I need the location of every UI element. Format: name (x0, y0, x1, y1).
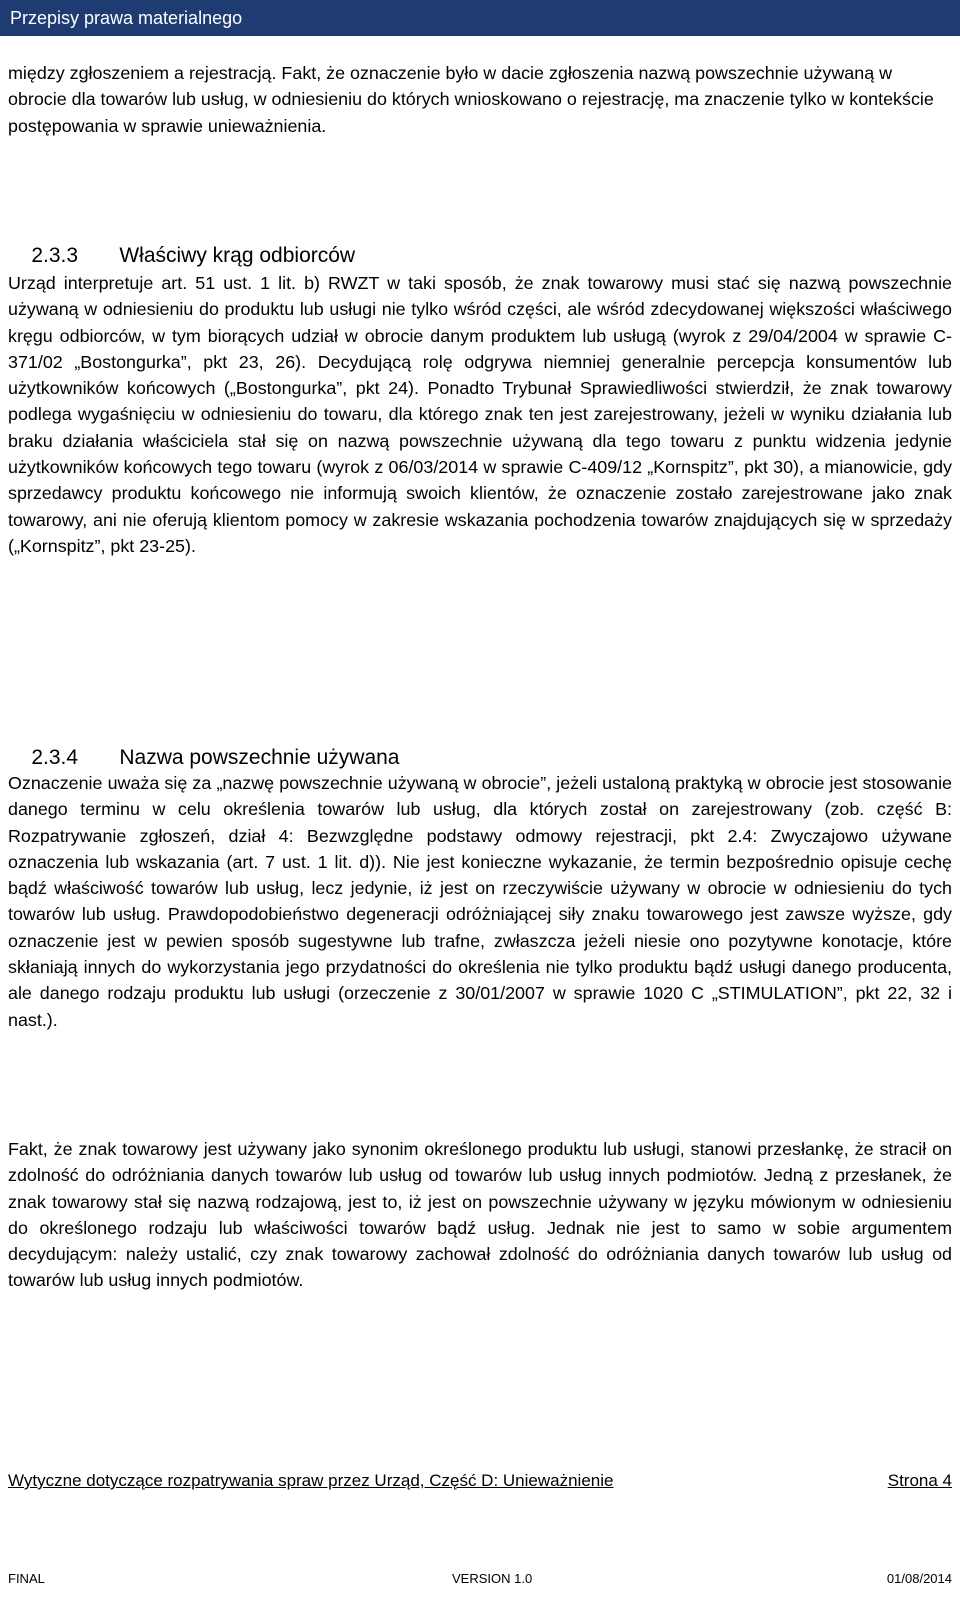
page-footer (8, 1470, 952, 1492)
footer-document-title: Wytyczne dotyczące rozpatrywania spraw przez Urząd, Część D: Unieważnienie (8, 1471, 614, 1490)
section-title: Właściwy krąg odbiorców (119, 244, 356, 267)
top-header-bar (0, 0, 960, 36)
paragraph-continuation (8, 60, 952, 139)
section-number: 2.3.4 (31, 746, 79, 769)
paragraph-common-name (8, 770, 952, 1033)
section-title: Nazwa powszechnie używana (119, 746, 400, 769)
version-info-row (8, 1570, 952, 1588)
paragraph-text: Urząd interpretuje art. 51 ust. 1 lit. b) RWZT w taki sposób, że znak towarowy musi stać się nazwą powszechnie używaną w odniesieniu do produktu lub usługi nie tylko wśród części, ale wśród zdecydowanej większości właściwego kręgu odbiorców, w tym biorących udział w obrocie danym produktem lub usługą (wyrok z 29/04/2004 w sprawie C-371/02 „Bostongurka”, pkt 23, 26). Decydującą rolę odgrywa niemniej generalnie percepcja konsumentów lub użytkowników końcowych („Bostongurka”, pkt 24). Ponadto Trybunał Sprawiedliwości stwierdził, że znak towarowy podlega wygaśnięciu w odniesieniu do towaru, dla którego znak ten jest zarejestrowany, jeżeli w wyniku działania lub braku działania właściciela stał się on nazwą powszechnie używaną dla tego towaru z punktu widzenia jedynie użytkowników końcowych tego towaru (wyrok z 06/03/2014 w sprawie C-409/12 „Kornspitz”, pkt 30), a mianowicie, gdy sprzedawcy produktu końcowego nie informują swoich klientów, że oznaczenie zostało zarejestrowane jako znak towarowy, ani nie oferują klientom pomocy w zakresie wskazania pochodzenia towarów znajdujących się w sprzedaży („Kornspitz”, pkt 23-25). (8, 273, 952, 556)
header-title: Przepisy prawa materialnego (10, 8, 243, 28)
paragraph-text: Fakt, że znak towarowy jest używany jako synonim określonego produktu lub usługi, stanowi przesłankę, że stracił on zdolność do odróżniania danych towarów lub usług od towarów lub usług innych podmiotów. Jedną z przesłanek, że znak towarowy stał się nazwą rodzajową, jest to, iż jest on powszechnie używany w języku mówionym w odniesieniu do określonego rodzaju lub właściwości towarów bądź usług. Jednak nie jest to samo w sobie argumentem decydującym: należy ustalić, czy znak towarowy zachował zdolność do odróżniania danych towarów lub usług od towarów lub usług innych podmiotów. (8, 1139, 952, 1291)
paragraph-text: między zgłoszeniem a rejestracją. Fakt, że oznaczenie było w dacie zgłoszenia nazwą powszechnie używaną w obrocie dla towarów lub usług, w odniesieniu do których wnioskowano o rejestrację, ma znaczenie tylko w kontekście postępowania w sprawie unieważnienia. (8, 63, 934, 136)
paragraph-synonym (8, 1136, 952, 1294)
paragraph-interpretation (8, 270, 952, 559)
date-label: 01/08/2014 (886, 1571, 952, 1586)
footer-page-number: Strona 4 (887, 1471, 952, 1490)
paragraph-text: Oznaczenie uważa się za „nazwę powszechnie używaną w obrocie”, jeżeli ustaloną praktyką w obrocie jest stosowanie danego terminu w celu określenia towarów lub usług, dla których został on zarejestrowany (zob. część B: Rozpatrywanie zgłoszeń, dział 4: Bezwzględne podstawy odmowy rejestracji, pkt 2.4: Zwyczajowo używane oznaczenia lub wskazania (art. 7 ust. 1 lit. d)). Nie jest konieczne wykazanie, że termin bezpośrednio opisuje cechę bądź właściwość towarów lub usług, lecz jedynie, iż jest on rzeczywiście używany w obrocie w odniesieniu do tych towarów lub usług. Prawdopodobieństwo degeneracji odróżniającej siły znaku towarowego jest zawsze wyższe, gdy oznaczenie jest w pewien sposób sugestywne lub trafne, zwłaszcza jeżeli niesie ono pozytywne konotacje, które skłaniają innych do wykorzystania jego przydatności do określenia nie tylko produktu bądź usługi danego producenta, ale danego rodzaju produktu lub usługi (orzeczenie z 30/01/2007 w sprawie 1020 C „STIMULATION”, pkt 22, 32 i nast.). (8, 773, 952, 1030)
version-label: VERSION 1.0 (452, 1571, 533, 1586)
section-number: 2.3.3 (31, 244, 79, 267)
status-label: FINAL (8, 1571, 45, 1586)
